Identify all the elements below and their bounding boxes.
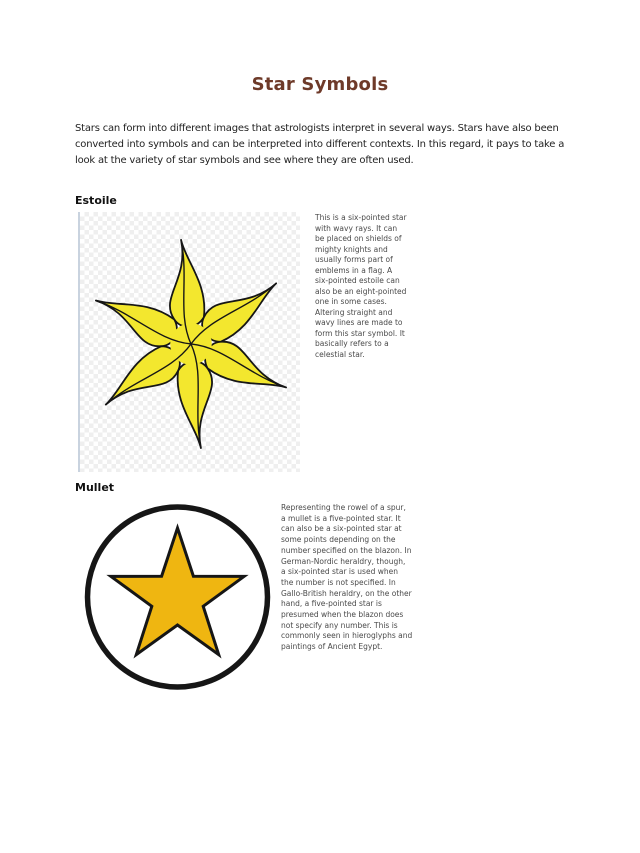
text-line: form this star symbol. It bbox=[315, 328, 405, 338]
text-line: look at the variety of star symbols and see where they are often used. bbox=[75, 155, 414, 166]
text-line: one in some cases. bbox=[315, 297, 387, 306]
text-line: German-Nordic heraldry, though, bbox=[281, 556, 406, 566]
text-line: be placed on shields of bbox=[315, 234, 402, 243]
mullet-star-drawing bbox=[80, 498, 275, 698]
text-line: emblems in a flag. A bbox=[315, 265, 393, 275]
text-line: wavy lines are made to bbox=[315, 318, 403, 327]
intro-paragraph bbox=[75, 121, 595, 169]
text-line: Altering straight and bbox=[315, 307, 393, 317]
text-line: not specify any number. This is bbox=[281, 620, 398, 630]
text-line: usually forms part of bbox=[315, 255, 393, 264]
text-line: basically refers to a bbox=[315, 339, 389, 348]
text-line: presumed when the blazon does bbox=[281, 610, 404, 620]
mullet-image bbox=[80, 498, 275, 698]
text-line: converted into symbols and can be interpreted into different contexts. In this regard, it pays to take a bbox=[75, 139, 565, 150]
text-line: paintings of Ancient Egypt. bbox=[281, 642, 383, 652]
text-line: with wavy rays. It can bbox=[315, 223, 398, 233]
text-line: can also be a six-pointed star at bbox=[281, 524, 402, 534]
text-line: Representing the rowel of a spur, bbox=[281, 503, 406, 512]
text-line: some points depending on the bbox=[281, 535, 396, 545]
estoile-image bbox=[78, 212, 300, 472]
text-line: commonly seen in hieroglyphs and bbox=[281, 631, 413, 641]
text-line: a mullet is a five-pointed star. It bbox=[281, 513, 401, 523]
estoile-star-drawing bbox=[80, 212, 300, 472]
section-heading-estoile: Estoile bbox=[75, 194, 117, 207]
text-line: celestial star. bbox=[315, 349, 365, 359]
estoile-description bbox=[315, 213, 425, 360]
text-line: mighty knights and bbox=[315, 244, 388, 254]
text-line: This is a six-pointed star bbox=[315, 213, 407, 222]
mullet-description bbox=[281, 503, 451, 653]
text-line: also be an eight-pointed bbox=[315, 286, 407, 296]
page-title: Star Symbols bbox=[251, 74, 389, 95]
text-line: the number is not specified. In bbox=[281, 577, 396, 587]
text-line: number specified on the blazon. In bbox=[281, 545, 412, 555]
text-line: six-pointed estoile can bbox=[315, 276, 400, 285]
text-line: a six-pointed star is used when bbox=[281, 567, 398, 577]
section-heading-mullet: Mullet bbox=[75, 481, 115, 494]
text-line: Gallo-British heraldry, on the other bbox=[281, 588, 412, 598]
text-line: hand, a five-pointed star is bbox=[281, 599, 382, 609]
text-line: Stars can form into different images that astrologists interpret in several ways. Stars have also been bbox=[75, 123, 559, 134]
